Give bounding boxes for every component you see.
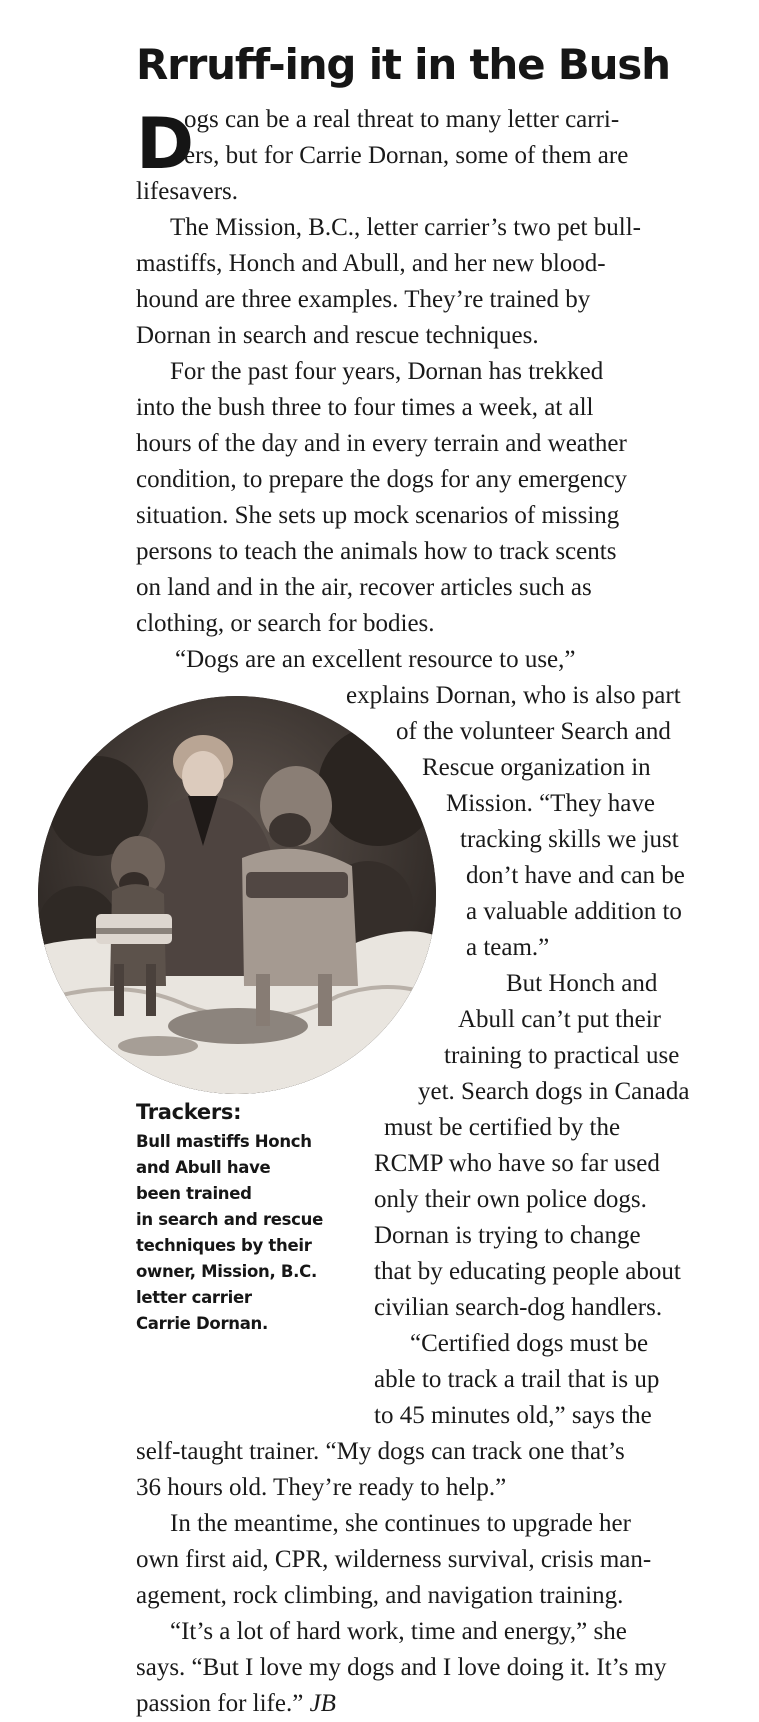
- body-line: In the meantime, she continues to upgrade her: [170, 1510, 631, 1537]
- body-line: Mission. “They have: [446, 790, 655, 817]
- body-line: The Mission, B.C., letter carrier’s two pet bull-: [170, 214, 641, 241]
- body-line: to 45 minutes old,” says the: [374, 1402, 652, 1429]
- body-line: into the bush three to four times a week, at all: [136, 394, 594, 421]
- body-line: own first aid, CPR, wilderness survival, crisis man-: [136, 1546, 652, 1573]
- body-line: agement, rock climbing, and navigation training.: [136, 1582, 624, 1609]
- body-line: must be certified by the: [384, 1114, 621, 1141]
- caption-line: Carrie Dornan.: [136, 1314, 268, 1333]
- caption-line: been trained: [136, 1184, 252, 1203]
- author-initials: JB: [309, 1690, 336, 1717]
- caption-line: owner, Mission, B.C.: [136, 1262, 317, 1281]
- body-line: condition, to prepare the dogs for any emergency: [136, 466, 628, 493]
- body-line: “It’s a lot of hard work, time and energy,” she: [170, 1618, 627, 1645]
- body-line: able to track a trail that is up: [374, 1366, 660, 1393]
- body-line: persons to teach the animals how to track scents: [136, 538, 617, 565]
- body-line: “Certified dogs must be: [410, 1330, 649, 1357]
- headline: Rrruff-ing it in the Bush: [136, 40, 670, 89]
- last-line: [136, 1686, 336, 1722]
- caption-line: Bull mastiffs Honch: [136, 1132, 312, 1151]
- body-line: hound are three examples. They’re trained by: [136, 286, 591, 313]
- body-line: yet. Search dogs in Canada: [418, 1078, 690, 1105]
- body-line: hours of the day and in every terrain and weather: [136, 430, 627, 457]
- caption-line: techniques by their: [136, 1236, 312, 1255]
- caption-line: and Abull have: [136, 1158, 271, 1177]
- body-line: RCMP who have so far used: [374, 1150, 660, 1177]
- caption-line: letter carrier: [136, 1288, 252, 1307]
- dogs-photo-illustration: [38, 696, 436, 1094]
- body-line: training to practical use: [444, 1042, 680, 1069]
- body-line: lifesavers.: [136, 178, 239, 205]
- body-line: self-taught trainer. “My dogs can track one that’s: [136, 1438, 625, 1465]
- body-line: Rescue organization in: [422, 754, 651, 781]
- body-line: clothing, or search for bodies.: [136, 610, 435, 637]
- body-line: says. “But I love my dogs and I love doing it. It’s my: [136, 1654, 667, 1681]
- caption-line: in search and rescue: [136, 1210, 324, 1229]
- body-line: civilian search-dog handlers.: [374, 1294, 663, 1321]
- body-line: don’t have and can be: [466, 862, 685, 889]
- body-line: on land and in the air, recover articles such as: [136, 574, 592, 601]
- body-line: Abull can’t put their: [458, 1006, 661, 1033]
- body-line: ers, but for Carrie Dornan, some of them are: [184, 142, 629, 169]
- body-line: a team.”: [466, 934, 550, 961]
- body-line: For the past four years, Dornan has trekked: [170, 358, 604, 385]
- body-line: explains Dornan, who is also part: [346, 682, 681, 709]
- drop-cap: D: [136, 103, 195, 185]
- body-line: a valuable addition to: [466, 898, 682, 925]
- body-line: of the volunteer Search and: [396, 718, 671, 745]
- body-line: that by educating people about: [374, 1258, 681, 1285]
- body-line: passion for life.”: [136, 1690, 304, 1717]
- body-line: situation. She sets up mock scenarios of missing: [136, 502, 620, 529]
- caption-title: Trackers:: [136, 1100, 242, 1124]
- body-line: But Honch and: [506, 970, 658, 997]
- body-line: mastiffs, Honch and Abull, and her new blood-: [136, 250, 606, 277]
- body-line: tracking skills we just: [460, 826, 679, 853]
- body-line: “Dogs are an excellent resource to use,”: [175, 646, 576, 673]
- dogs-photo: [38, 696, 436, 1094]
- first-line: ogs can be a real threat to many letter carri-: [184, 106, 620, 133]
- body-line: 36 hours old. They’re ready to help.”: [136, 1474, 507, 1501]
- body-line: Dornan is trying to change: [374, 1222, 641, 1249]
- body-line: Dornan in search and rescue techniques.: [136, 322, 539, 349]
- body-line: only their own police dogs.: [374, 1186, 647, 1213]
